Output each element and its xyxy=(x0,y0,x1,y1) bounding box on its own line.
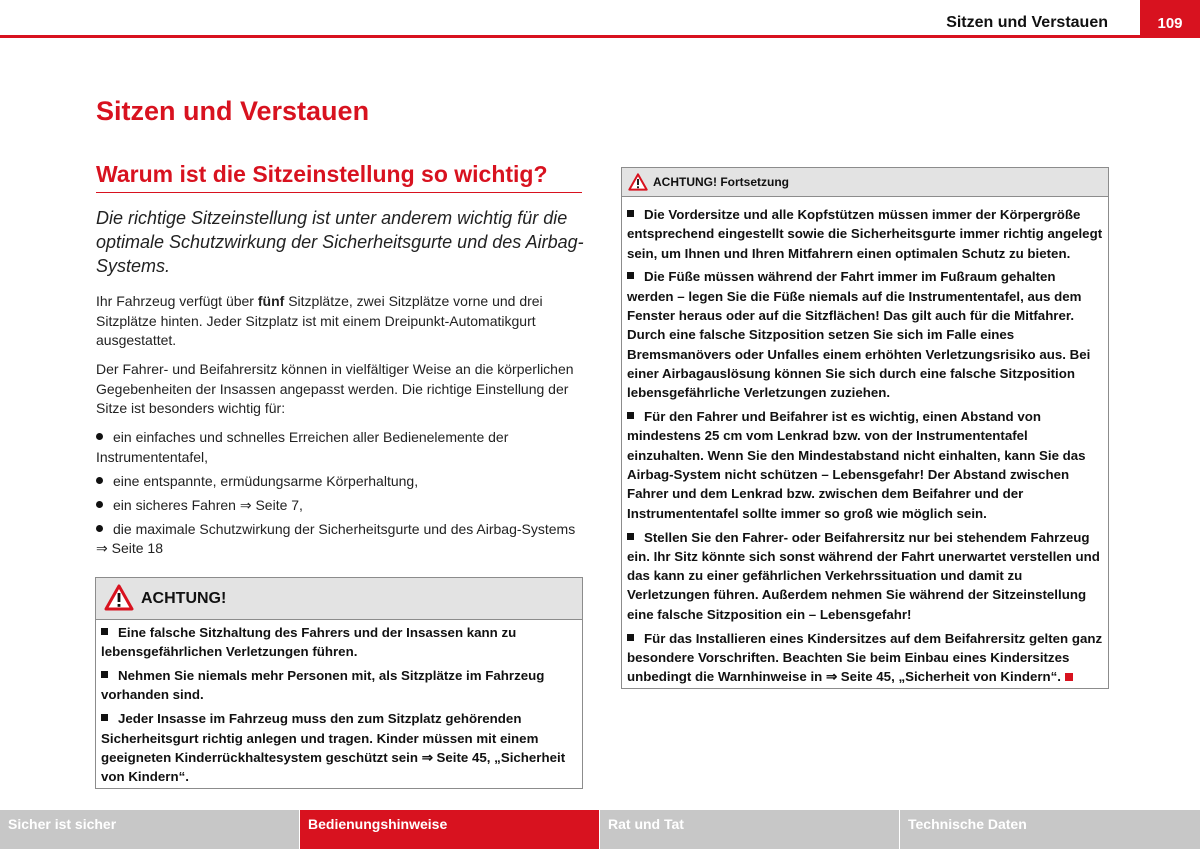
warning-box-header xyxy=(622,168,1108,197)
square-bullet-icon xyxy=(627,533,634,540)
intro-paragraph: Ihr Fahrzeug verfügt über fünf Sitzplätze, zwei Sitzplätze vorne und drei Sitzplätze hinten. Jeder Sitzplatz ist mit einem Dreipunkt-Automatikgurt ausgestattet. xyxy=(96,293,543,348)
adjustment-paragraph: Der Fahrer- und Beifahrersitz können in vielfältiger Weise an die körperlichen Gegebenheiten der Insassen angepasst werden. Die richtige Einstellung der Sitze ist besonders wichtig für: xyxy=(96,361,574,416)
warning-item: Für das Installieren eines Kindersitzes auf dem Beifahrersitz gelten ganz besondere Vorschriften. Beachten Sie beim Einbau eines Kindersitzes unbedingt die Warnhinweise in ⇒ Seite 45, „Sicherheit von Kindern“. xyxy=(627,630,1103,685)
list-item: ein sicheres Fahren ⇒ Seite 7, xyxy=(96,496,586,516)
seat-count: fünf xyxy=(257,293,285,309)
square-bullet-icon xyxy=(627,210,634,217)
warning-item: Die Füße müssen während der Fahrt immer im Fußraum gehalten werden – legen Sie die Füße niemals auf die Instrumententafel, aus dem Fenster heraus oder auf die Sitzflächen! Das gilt auch für die Mitfahrer. Durch eine falsche Sitzposition setzen Sie sich im Falle eines Bremsmanövers oder Unfalles einem erhöhten Verletzungsrisiko aus. Bei einer Airbagauslösung können Sie sich durch eine falsche Sitzposition lebensgefährliche Verletzungen zuziehen. xyxy=(627,269,1091,401)
warning-body xyxy=(622,197,1108,687)
footer-tab-rat-und-tat[interactable]: Rat und Tat xyxy=(600,810,899,849)
square-bullet-icon xyxy=(627,272,634,279)
lead-paragraph: Die richtige Sitzeinstellung ist unter anderem wichtig für die optimale Schutzwirkung der Sicherheitsgurte und des Airbag-Systems. xyxy=(96,208,584,276)
warning-body xyxy=(96,620,582,787)
footer-tab-sicher-ist-sicher[interactable]: Sicher ist sicher xyxy=(0,810,299,849)
page-title: Sitzen und Verstauen xyxy=(96,96,370,126)
square-bullet-icon xyxy=(101,714,108,721)
header-rule xyxy=(0,35,1143,38)
list-item: eine entspannte, ermüdungsarme Körperhaltung, xyxy=(96,472,586,492)
warning-triangle-icon xyxy=(104,584,134,611)
bullet-icon xyxy=(96,433,103,440)
warning-triangle-icon xyxy=(628,173,648,191)
warning-item: Nehmen Sie niemals mehr Personen mit, als Sitzplätze im Fahrzeug vorhanden sind. xyxy=(101,668,545,703)
section-end-icon xyxy=(1065,673,1073,681)
warning-item: Jeder Insasse im Fahrzeug muss den zum Sitzplatz gehörenden Sicherheitsgurt richtig anlegen und tragen. Kinder müssen mit einem geeigneten Kinderrückhaltesystem geschützt sein ⇒ Seite 45, „Sicherheit von Kindern“. xyxy=(101,711,566,785)
section-heading: Warum ist die Sitzeinstellung so wichtig? xyxy=(96,161,582,193)
square-bullet-icon xyxy=(627,412,634,419)
running-header-title: Sitzen und Verstauen xyxy=(946,14,1108,31)
square-bullet-icon xyxy=(101,628,108,635)
warning-item: Eine falsche Sitzhaltung des Fahrers und der Insassen kann zu lebensgefährlichen Verletzungen führen. xyxy=(101,625,517,660)
square-bullet-icon xyxy=(627,634,634,641)
warning-box-continued xyxy=(621,167,1109,689)
warning-title: ACHTUNG! Fortsetzung xyxy=(653,175,789,189)
footer-tab-bedienungshinweise[interactable]: Bedienungshinweise xyxy=(300,810,599,849)
list-item: die maximale Schutzwirkung der Sicherheitsgurte und des Airbag-Systems ⇒ Seite 18 xyxy=(96,520,576,556)
warning-title: ACHTUNG! xyxy=(141,590,227,607)
warning-item: Stellen Sie den Fahrer- oder Beifahrersitz nur bei stehendem Fahrzeug ein. Ihr Sitz könnte sich sonst während der Fahrt unerwartet verstellen und das kann zu einer gefährlichen Verkehrssituation und damit zu Verletzungen führen. Außerdem nehmen Sie während der Sitzeinstellung eine falsche Sitzposition ein – Lebensgefahr! xyxy=(627,529,1100,622)
warning-box-header xyxy=(96,578,582,620)
warning-box xyxy=(95,577,583,789)
importance-list xyxy=(96,428,586,563)
warning-item: Die Vordersitze und alle Kopfstützen müssen immer der Körpergröße entsprechend eingestellt sowie die Sicherheitsgurte immer richtig angelegt sein, um Ihnen und Ihren Mitfahrern einen optimalen Schutz zu bieten. xyxy=(627,207,1103,261)
bullet-icon xyxy=(96,501,103,508)
bullet-icon xyxy=(96,525,103,532)
square-bullet-icon xyxy=(101,671,108,678)
warning-item: Für den Fahrer und Beifahrer ist es wichtig, einen Abstand von mindestens 25 cm vom Lenkrad bzw. von der Instrumententafel einzuhalten. Wenn Sie den Mindestabstand nicht einhalten, kann Sie das Airbag-System nicht schützen – Lebensgefahr! Der Abstand zwischen Fahrer und dem Lenkrad bzw. zwischen dem Beifahrer und der Instrumententafel sollte immer so groß wie möglich sein. xyxy=(627,409,1086,521)
page-number: 109 xyxy=(1140,0,1200,38)
list-item: ein einfaches und schnelles Erreichen aller Bedienelemente der Instrumententafel, xyxy=(96,429,509,465)
bullet-icon xyxy=(96,477,103,484)
footer-tab-technische-daten[interactable]: Technische Daten xyxy=(900,810,1200,849)
